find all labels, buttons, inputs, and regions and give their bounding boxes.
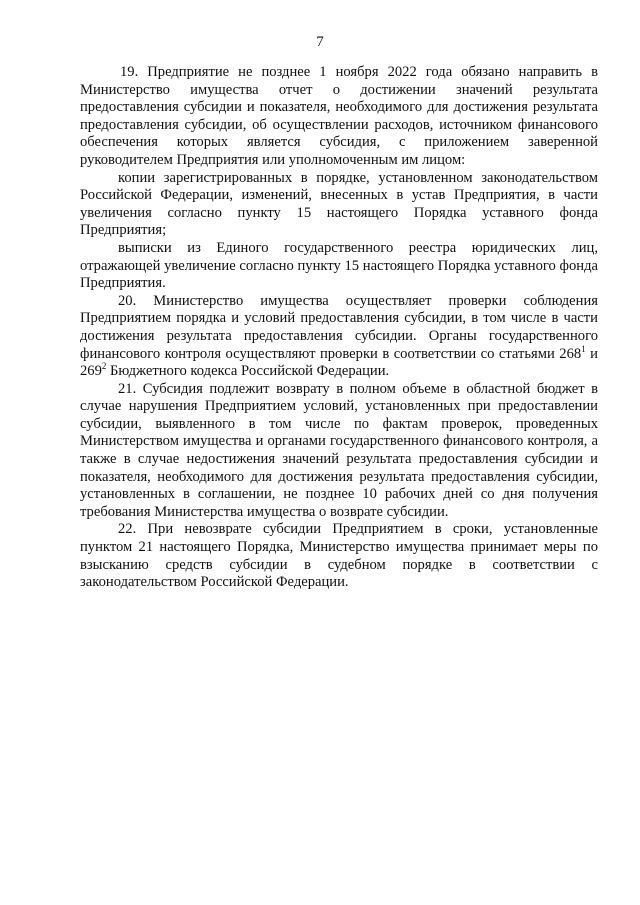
document-body xyxy=(80,64,598,592)
paragraph-20 xyxy=(80,293,598,381)
paragraph-19-intro: 19. Предприятие не позднее 1 ноября 2022 года обязано направить в Министерство имущества отчет о достижении значений результата предоставления субсидии и показателя, необходимого для достижения результата предоставления субсидии, об осуществлении расходов, источником финансового обеспечения которых является субсидия, с приложением заверенной руководителем Предприятия или уполномоченным им лицом: xyxy=(80,64,598,168)
superscript-article-268: 1 xyxy=(581,343,586,354)
paragraph-22: 22. При невозврате субсидии Предприятием в сроки, установленные пунктом 21 настоящего Порядка, Министерство имущества принимает меры по взысканию средств субсидии в судебном порядке в соответствии с законодательством Российской Федерации. xyxy=(80,521,598,591)
page-number: 7 xyxy=(316,34,324,50)
superscript-article-269: 2 xyxy=(101,361,107,372)
paragraph-20-text-c: Бюджетного кодекса Российской Федерации. xyxy=(106,363,390,380)
paragraph-20-text-b: и 269 xyxy=(80,345,598,380)
paragraph-20-text-a: 20. Министерство имущества осуществляет проверки соблюдения Предприятием порядка и условий предоставления субсидии, в том числе в части достижения результата предоставления субсидии. Органы государственного финансового контроля осуществляют проверки в соответствии со статьями 268 xyxy=(80,292,598,362)
paragraph-19-copies: копии зарегистрированных в порядке, установленном законодательством Российской Федерации, изменений, внесенных в устав Предприятия, в части увеличения согласно пункту 15 настоящего Порядка уставного фонда Предприятия; xyxy=(80,169,598,239)
paragraph-21: 21. Субсидия подлежит возврату в полном объеме в областной бюджет в случае нарушения Предприятием условий, установленных при предоставлении субсидии, выявленного в том числе по фактам проверок, проведенных Министерством имущества и органами государственного финансового контроля, а также в случае недостижения значений результата предоставления субсидии и показателя, необходимого для достижения результата предоставления субсидии, установленных в соглашении, не позднее 10 рабочих дней со дня получения требования Министерства имущества о возврате субсидии. xyxy=(80,380,598,520)
paragraph-19-extracts: выписки из Единого государственного реестра юридических лиц, отражающей увеличение согласно пункту 15 настоящего Порядка уставного фонда Предприятия. xyxy=(80,239,598,292)
